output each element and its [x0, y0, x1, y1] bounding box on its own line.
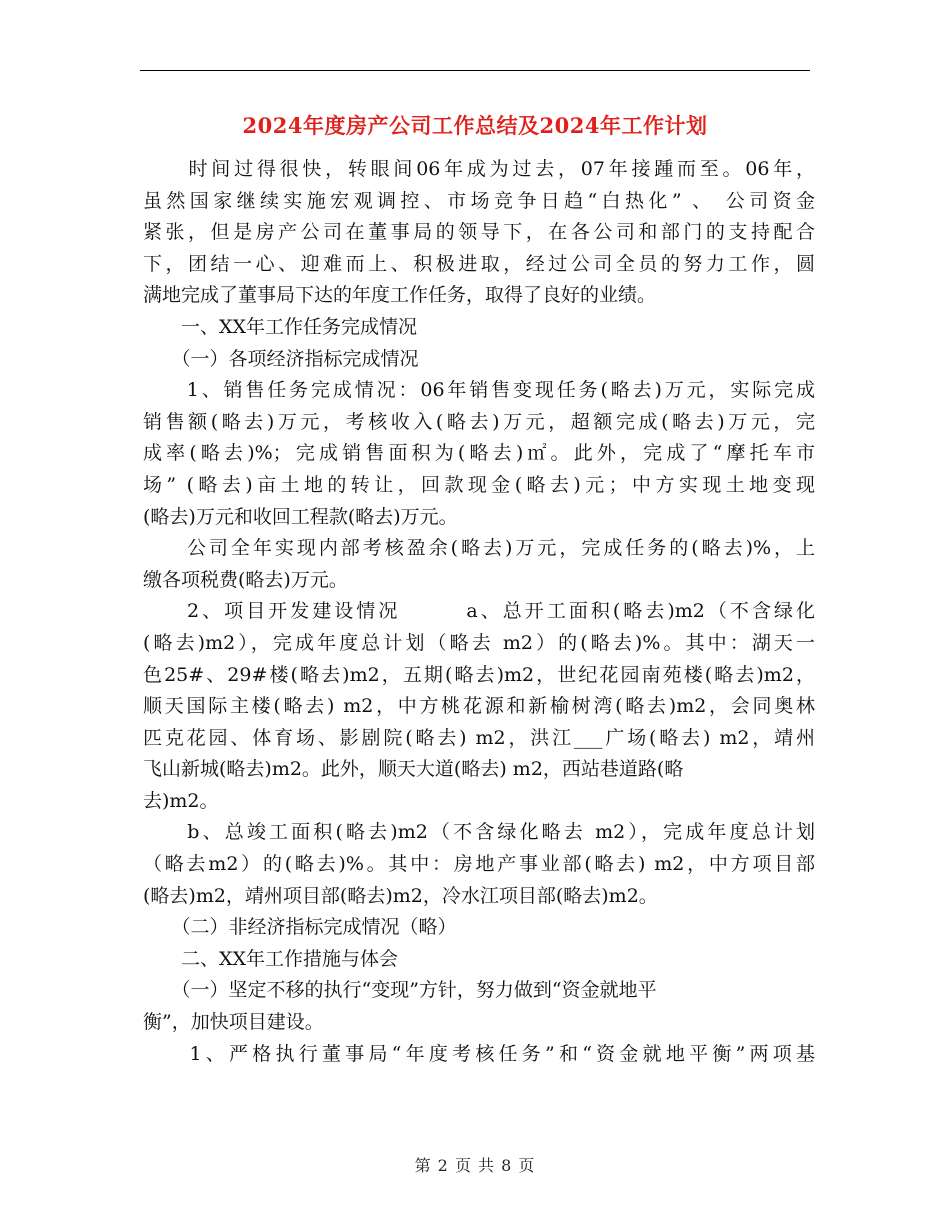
body-line: 成率(略去)%；完成销售面积为(略去)㎡。此外，完成了“摩托车市: [143, 442, 815, 465]
body-line: 一、XX年工作任务完成情况: [143, 315, 418, 338]
body-line: 1、销售任务完成情况：06年销售变现任务(略去)万元，实际完成: [143, 379, 815, 402]
body-line: 顺天国际主楼(略去) m2，中方桃花源和新榆树湾(略去)m2，会同奥林: [143, 695, 815, 718]
body-line: 下，团结一心、迎难而上、积极进取，经过公司全员的努力工作，圆: [143, 252, 815, 275]
body-line: 紧张，但是房产公司在董事局的领导下，在各公司和部门的支持配合: [143, 221, 815, 244]
body-line: 2、项目开发建设情况 a、总开工面积(略去)m2（不含绿化: [143, 600, 815, 623]
body-line: 缴各项税费(略去)万元。: [143, 568, 348, 591]
body-line: 公司全年实现内部考核盈余(略去)万元，完成任务的(略去)%，上: [143, 537, 815, 560]
body-line: (略去)m2，靖州项目部(略去)m2，冷水江项目部(略去)m2。: [143, 884, 658, 907]
page-footer: 第 2 页 共 8 页: [414, 1156, 536, 1175]
body-line: （略去m2）的(略去)%。其中：房地产事业部(略去) m2，中方项目部: [143, 853, 815, 876]
body-line: 飞山新城(略去)m2。此外，顺天大道(略去) m2，西站巷道路(略: [143, 758, 684, 781]
body-line: （一）坚定不移的执行“变现”方针，努力做到“资金就地平: [143, 979, 657, 1002]
body-line: 时间过得很快，转眼间06年成为过去，07年接踵而至。06年，: [143, 158, 815, 180]
body-line: 衡”，加快项目建设。: [143, 1011, 324, 1034]
body-line: b、总竣工面积(略去)m2（不含绿化略去 m2），完成年度总计划: [143, 821, 815, 844]
body-line: （一）各项经济指标完成情况: [143, 347, 419, 370]
body-line: 1、严格执行董事局“年度考核任务”和“资金就地平衡”两项基: [143, 1042, 815, 1065]
header-rule: [140, 70, 810, 71]
body-line: 虽然国家继续实施宏观调控、市场竞争日趋“白热化” 、 公司资金: [143, 189, 815, 212]
body-line: 去)m2。: [143, 789, 219, 812]
body-line: 场” (略去)亩土地的转让，回款现金(略去)元；中方实现土地变现: [143, 473, 815, 496]
body-line: 二、XX年工作措施与体会: [143, 947, 399, 970]
document-title: 2024年度房产公司工作总结及2024年工作计划: [242, 113, 708, 138]
body-line: 满地完成了董事局下达的年度工作任务，取得了良好的业绩。: [143, 284, 657, 307]
body-line: 色25#、29#楼(略去)m2，五期(略去)m2，世纪花园南苑楼(略去)m2，: [143, 663, 815, 686]
document-body: [143, 154, 815, 1070]
body-line: 销售额(略去)万元，考核收入(略去)万元，超额完成(略去)万元，完: [143, 410, 815, 433]
body-line: (略去)m2），完成年度总计划（略去 m2）的(略去)%。其中：湖天一: [143, 631, 815, 654]
body-line: (略去)万元和收回工程款(略去)万元。: [143, 505, 458, 528]
body-line: 匹克花园、体育场、影剧院(略去) m2，洪江___广场(略去) m2，靖州: [143, 726, 815, 749]
body-line: （二）非经济指标完成情况（略）: [143, 916, 457, 939]
